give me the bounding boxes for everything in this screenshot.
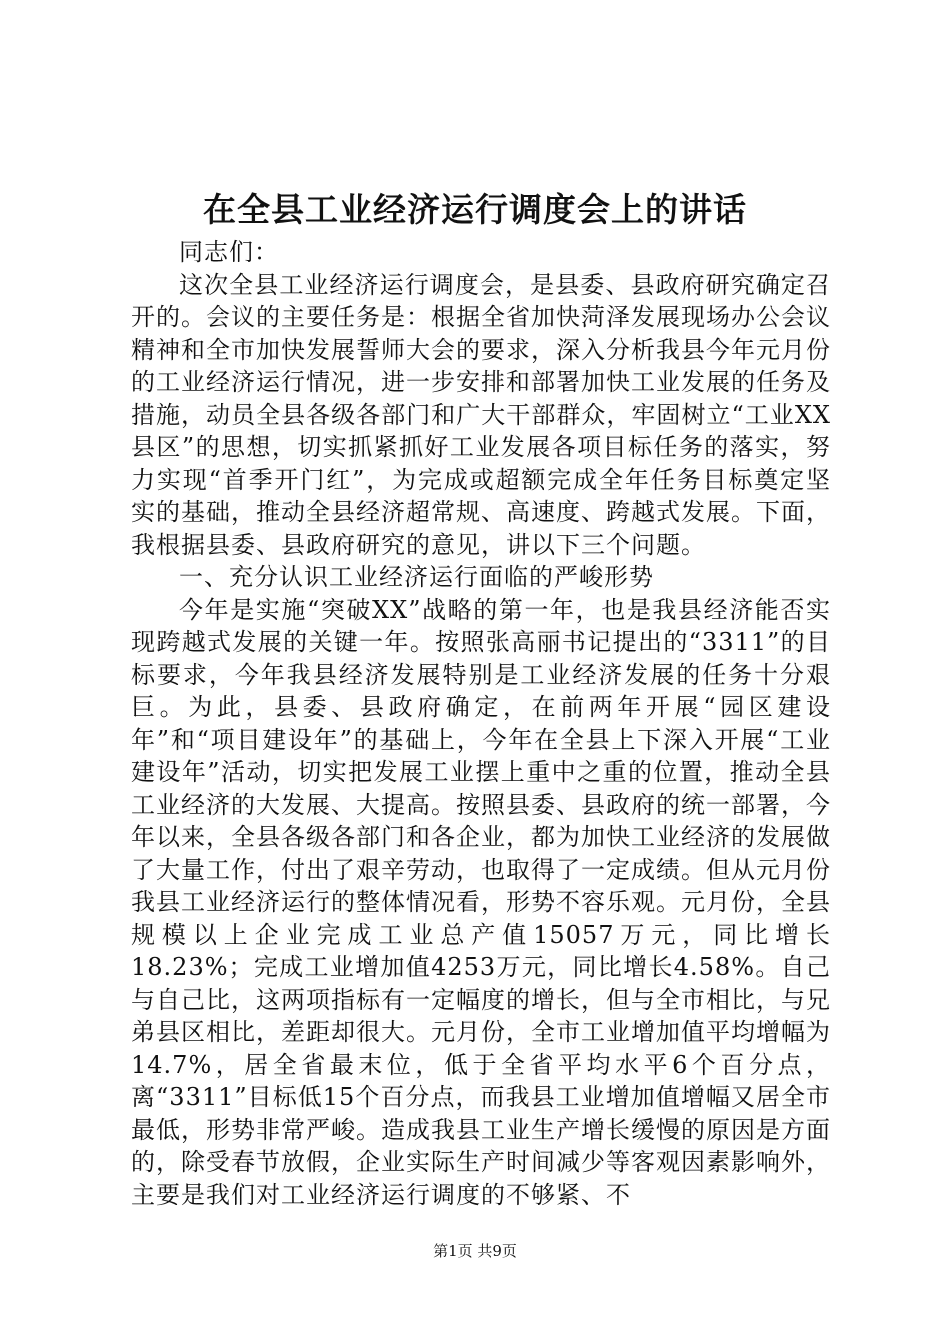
salutation-paragraph: 同志们： xyxy=(179,238,279,266)
page-footer: 第1页 共9页 xyxy=(433,1242,517,1260)
intro-paragraph: 这次全县工业经济运行调度会，是县委、县政府研究确定召开的。会议的主要任务是：根据全省加快菏泽发展现场办公会议精神和全市加快发展誓师大会的要求，深入分析我县今年元月份的工业经济运行情况，进一步安排和部署加快工业发展的任务及措施，动员全县各级各部门和广大干部群众，牢固树立“工业XX县区”的思想，切实抓紧抓好工业发展各项目标任务的落实，努力实现“首季开门红”，为完成或超额完成全年任务目标奠定坚实的基础，推动全县经济超常规、高速度、跨越式发展。下面，我根据县委、县政府研究的意见，讲以下三个问题。 xyxy=(131,270,831,559)
document-body xyxy=(131,236,831,1211)
section-heading: 一、充分认识工业经济运行面临的严峻形势 xyxy=(179,563,654,591)
body-paragraph: 今年是实施“突破XX”战略的第一年，也是我县经济能否实现跨越式发展的关键一年。按照张高丽书记提出的“3311”的目标要求，今年我县经济发展特别是工业经济发展的任务十分艰巨。为此，县委、县政府确定，在前两年开展“园区建设年”和“项目建设年”的基础上，今年在全县上下深入开展“工业建设年”活动，切实把发展工业摆上重中之重的位置，推动全县工业经济的大发展、大提高。按照县委、县政府的统一部署，今年以来，全县各级各部门和各企业，都为加快工业经济的发展做了大量工作，付出了艰辛劳动，也取得了一定成绩。但从元月份我县工业经济运行的整体情况看，形势不容乐观。元月份，全县规模以上企业完成工业总产值15057万元，同比增长18.23%；完成工业增加值4253万元，同比增长4.58%。自己与自己比，这两项指标有一定幅度的增长，但与全市相比，与兄弟县区相比，差距却很大。元月份，全市工业增加值平均增幅为14.7%，居全省最末位，低于全省平均水平6个百分点，离“3311”目标低15个百分点，而我县工业增加值增幅又居全市最低，形势非常严峻。造成我县工业生产增长缓慢的原因是方面的，除受春节放假，企业实际生产时间减少等客观因素影响外，主要是我们对工业经济运行调度的不够紧、不 xyxy=(131,595,831,1209)
document-title: 在全县工业经济运行调度会上的讲话 xyxy=(203,190,747,229)
